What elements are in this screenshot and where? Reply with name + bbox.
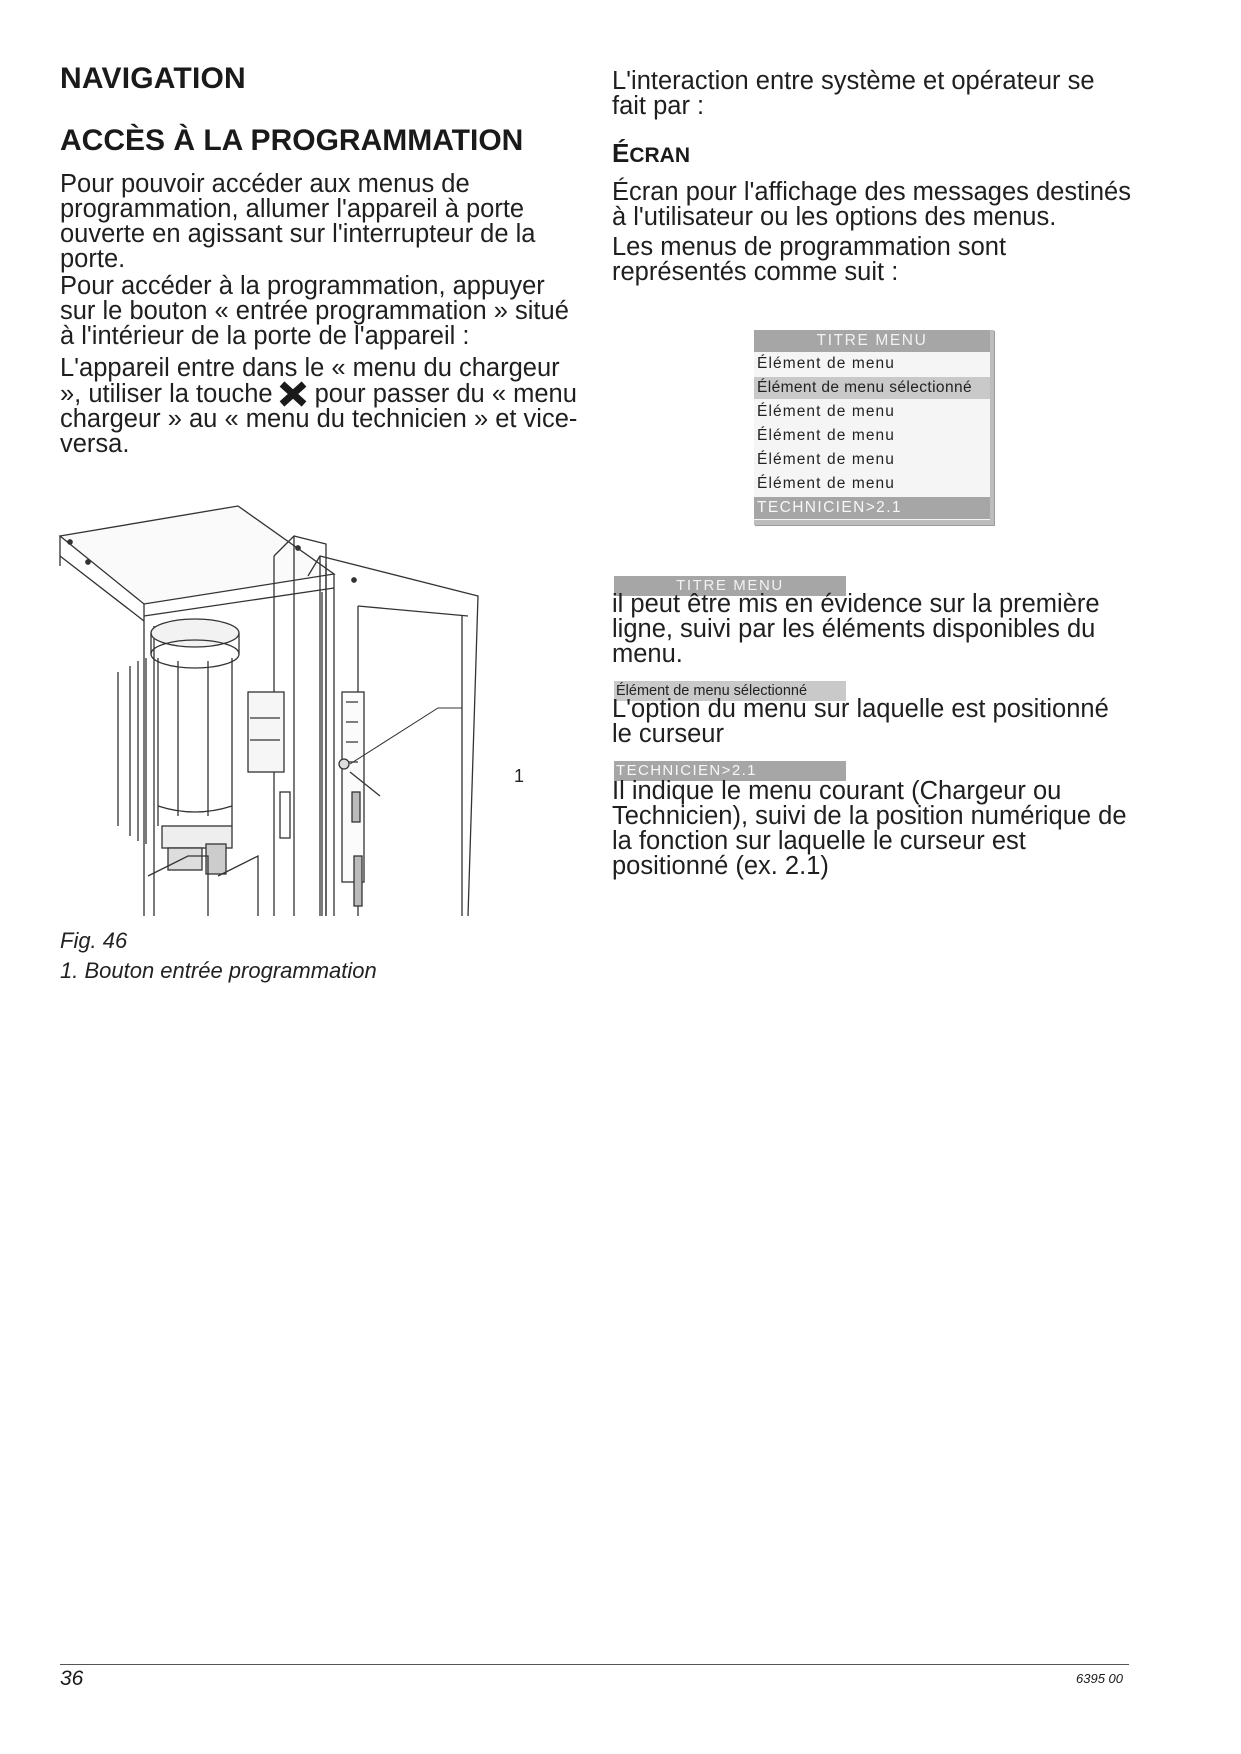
menu-screen-title: TITRE MENU — [754, 330, 990, 352]
section-heading-ecran-initial: É — [612, 138, 630, 168]
document-code: 6395 00 — [1076, 1671, 1123, 1686]
menu-screen-footer: TECHNICIEN>2.1 — [754, 497, 990, 519]
figure-vending-machine-open-door — [58, 496, 528, 920]
page-number: 36 — [60, 1667, 84, 1690]
tag-element-selectionne: Élément de menu sélectionné — [614, 681, 846, 701]
paragraph-menus-representes: Les menus de programmation sont représentés comme suit : — [612, 233, 1007, 286]
footer-divider — [60, 1664, 1129, 1665]
section-heading-acces-programmation: ACCÈS À LA PROGRAMMATION — [60, 124, 524, 157]
tag-titre-menu: TITRE MENU — [614, 576, 846, 596]
paragraph-menu-chargeur — [60, 356, 580, 457]
menu-screen-item: Élément de menu — [757, 475, 895, 492]
paragraph-titre-menu-desc: il peut être mis en évidence sur la première ligne, suivi par les éléments disponibles du menu. — [612, 590, 1100, 668]
paragraph-ecran-affichage: Écran pour l'affichage des messages destinés à l'utilisateur ou les options des menus. — [612, 178, 1131, 231]
tag-technicien: TECHNICIEN>2.1 — [614, 761, 846, 781]
menu-screen-item: Élément de menu — [757, 355, 895, 372]
menu-screen-illustration — [754, 330, 994, 525]
paragraph-element-selectionne-desc: L'option du menu sur laquelle est positionné le curseur — [612, 695, 1109, 748]
section-heading-ecran — [612, 138, 690, 169]
section-heading-navigation: NAVIGATION — [60, 62, 246, 95]
paragraph-menu-chargeur-part2: pour passer du « menu chargeur » au « menu du technicien » et vice-versa. — [60, 380, 578, 458]
figure-legend-item-1: 1. Bouton entrée programmation — [60, 958, 377, 983]
section-heading-ecran-rest: CRAN — [629, 144, 691, 167]
menu-screen-item: Élément de menu — [757, 403, 895, 420]
paragraph-bouton-programmation: Pour accéder à la programmation, appuyer sur le bouton « entrée programmation » situé à l'intérieur de la porte de l'appareil : — [60, 272, 569, 350]
menu-screen-item: Élément de menu — [757, 451, 895, 468]
paragraph-acces-menus: Pour pouvoir accéder aux menus de programmation, allumer l'appareil à porte ouverte en agissant sur l'interrupteur de la porte. — [60, 170, 536, 273]
figure-callout-1: 1 — [513, 766, 524, 786]
figure-caption: Fig. 46 — [60, 928, 128, 953]
x-key-icon — [279, 381, 307, 407]
menu-screen-item: Élément de menu — [757, 427, 895, 444]
menu-screen-item-selected: Élément de menu sélectionné — [754, 377, 990, 399]
paragraph-menu-chargeur-part1: L'appareil entre dans le « menu du chargeur », utiliser la touche — [60, 354, 560, 408]
paragraph-technicien-desc: Il indique le menu courant (Chargeur ou Technicien), suivi de la position numérique de la fonction sur laquelle le curseur est positionné (ex. 2.1) — [612, 777, 1127, 880]
paragraph-interaction: L'interaction entre système et opérateur se fait par : — [612, 67, 1095, 120]
